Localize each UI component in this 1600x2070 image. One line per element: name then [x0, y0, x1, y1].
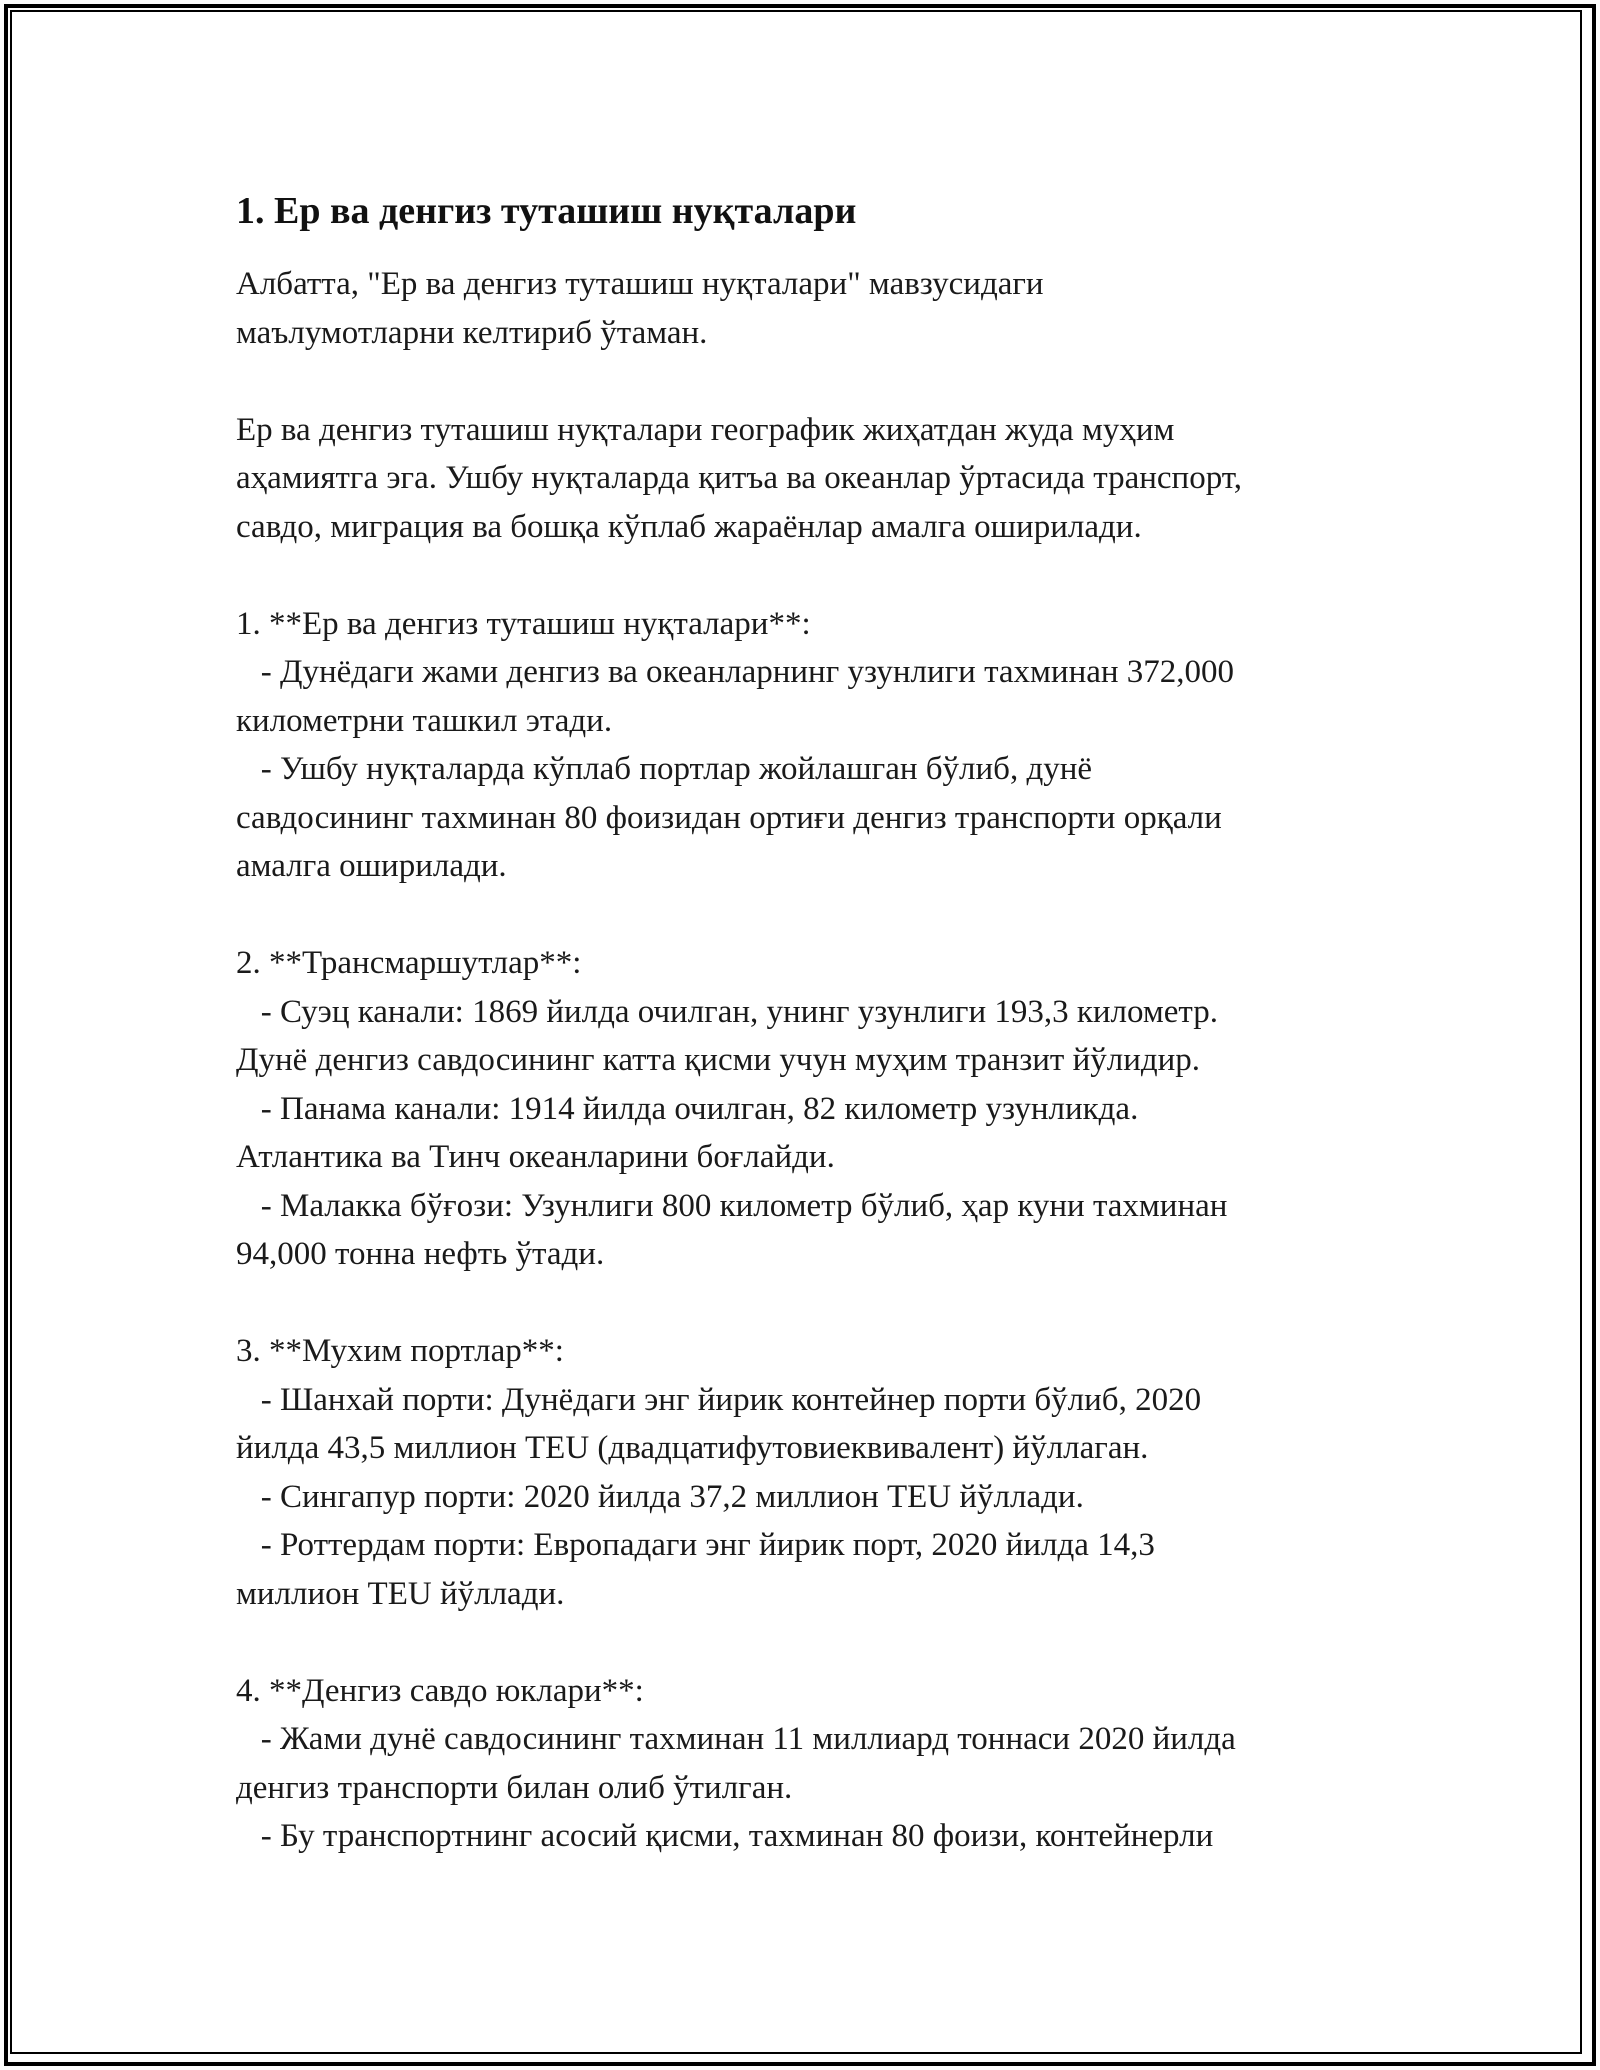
- section-trans-routes: 2. **Трансмаршутлар**: - Суэц канали: 1869 йилда очилган, унинг узунлиги 193,3 километр. Дунё денгиз савдосининг катта қисми учун муҳим транзит йўлидир. - Панама канали: 1914 йилда очилган, 82 километр узунликда. Атлантика ва Тинч океанларини боғлайди. - Малакка бўғози: Узунлиги 800 километр бўлиб, ҳар куни тахминан 94,000 тонна нефть ўтади.: [236, 945, 1228, 1272]
- document-body: [236, 186, 1386, 1861]
- intro-paragraph: Албатта, "Ер ва денгиз туташиш нуқталари" мавзусидаги маълумотларни келтириб ўтаман.: [236, 266, 1044, 351]
- paragraph-gap: [236, 891, 1386, 940]
- document-title: 1. Ер ва денгиз туташиш нуқталари: [236, 190, 857, 232]
- section-land-sea-points: 1. **Ер ва денгиз туташиш нуқталари**: - Дунёдаги жами денгиз ва океанларнинг узунлиги тахминан 372,000 километрни ташкил этади. - Ушбу нуқталарда кўплаб портлар жойлашган бўлиб, дунё савдосининг тахминан 80 фоизидан ортиғи денгиз транспорти орқали амалга оширилади.: [236, 605, 1235, 884]
- paragraph-gap: [236, 357, 1386, 406]
- overview-paragraph: Ер ва денгиз туташиш нуқталари географик жиҳатдан жуда муҳим aҳамиятга эга. Ушбу нуқталарда қитъа ва океанлар ўртасида транспорт, савдо, миграция ва бошқа кўплаб жараёнлар амалга оширилади.: [236, 411, 1242, 545]
- section-major-ports: 3. **Мухим портлар**: - Шанхай порти: Дунёдаги энг йирик контейнер порти бўлиб, 2020 йилда 43,5 миллион TEU (двадцатифутовиеквивалент) йўллаган. - Сингапур порти: 2020 йилда 37,2 миллион TEU йўллади. - Роттердам порти: Европадаги энг йирик порт, 2020 йилда 14,3 миллион TEU йўллади.: [236, 1333, 1202, 1612]
- paragraph-gap: [236, 1618, 1386, 1667]
- paragraph-gap: [236, 551, 1386, 600]
- paragraph-gap: [236, 1279, 1386, 1328]
- section-sea-trade-cargo: 4. **Денгиз савдо юклари**: - Жами дунё савдосининг тахминан 11 миллиард тоннаси 2020 йилда денгиз транспорти билан олиб ўтилган. - Бу транспортнинг асосий қисми, тахминан 80 фоизи, контейнерли: [236, 1672, 1236, 1854]
